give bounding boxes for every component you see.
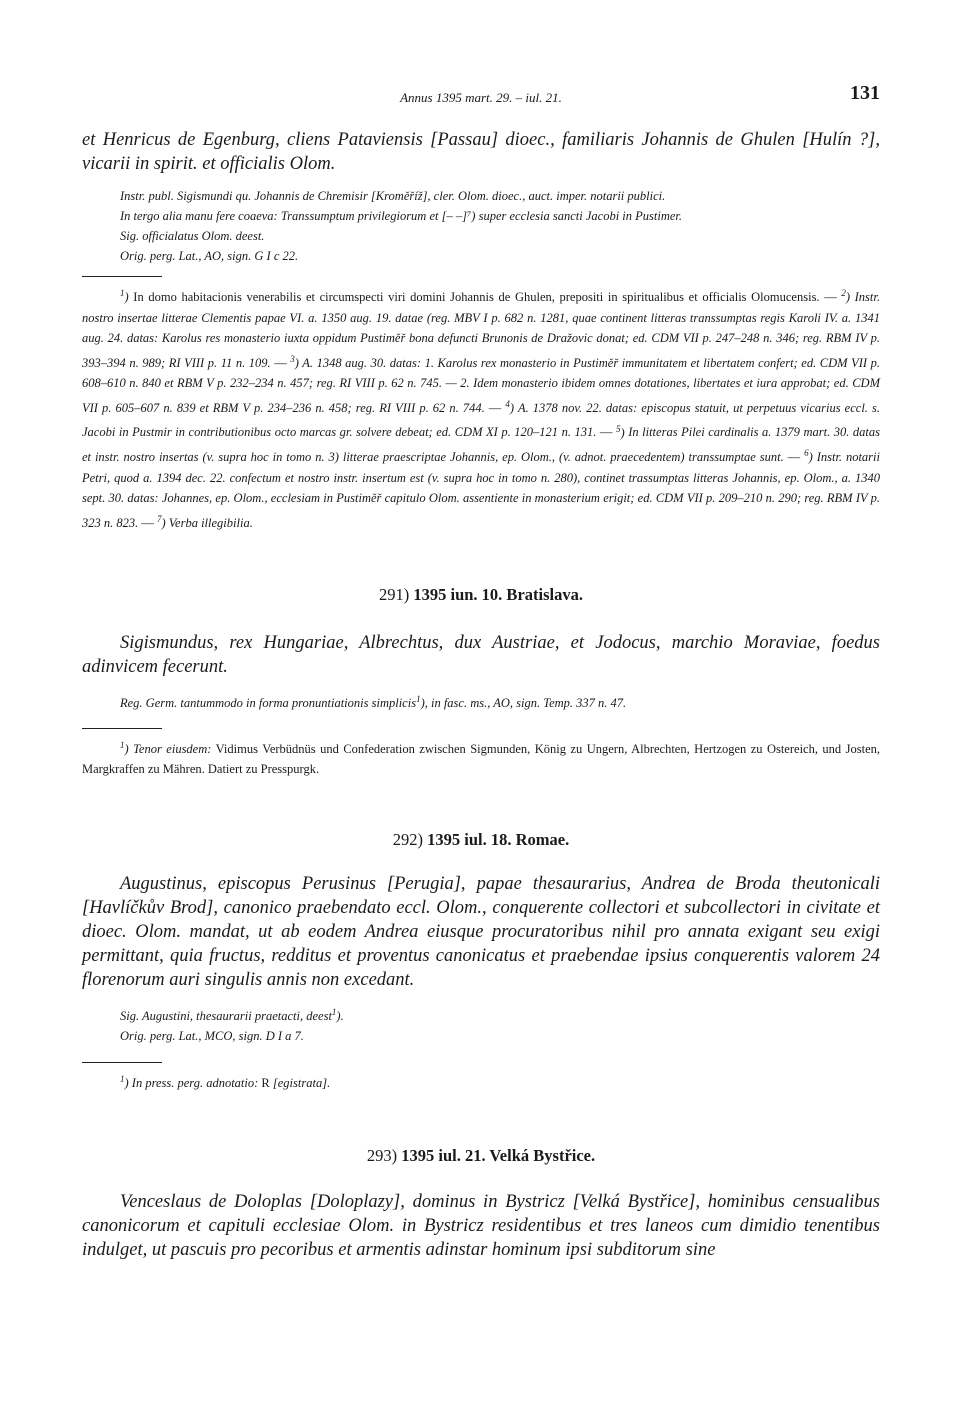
entry-291-note: Reg. Germ. tantummodo in forma pronuntiationis simplicis$^1$), in fasc. ms., AO, sign. Temp. 337 n. 47.: [120, 694, 627, 711]
footnote-2: Instr. nostro insertae litterae Clementis papae VI. a. 1350 aug. 19. datae (reg. MBV I p. 682 n. 1281, quae continent litteras transsumptas regis Karoli IV. a. 1341 aug. 24. datas: Karolus res monasterio iuxta oppidum Pustiměř bona defuncti Brunonis de Dražovic donat; ed. CDM VII p. 247–248 n. 346; reg. RBM IV p. 393–394 n. 989; RI VIII p. 11 n. 109.: [82, 290, 880, 370]
entry-291-regest: Sigismundus, rex Hungariae, Albrechtus, dux Austriae, et Jodocus, marchio Moraviae, foedus adinvicem fecerunt.: [82, 633, 880, 678]
entry-292-note-1: Sig. Augustini, thesaurarii praetacti, deest$^1$).: [120, 1006, 344, 1023]
entry-292-note-2: Orig. perg. Lat., MCO, sign. D I a 7.: [120, 1028, 304, 1043]
entry-291-heading: [82, 585, 880, 605]
entry-292-heading: [82, 830, 880, 850]
entry-292-number: 292): [392, 829, 424, 849]
footnote-rule: [82, 728, 162, 729]
prev-entry-note-1: Instr. publ. Sigismundi qu. Johannis de Chremisir [Kroměříž], cler. Olom. dioec., auct. imper. notarii publici.: [120, 189, 666, 203]
entry-291-number: 291): [379, 585, 410, 605]
running-head-title: Annus 1395 mart. 29. – iul. 21.: [400, 90, 562, 105]
prev-entry-note-3: Sig. officialatus Olom. deest.: [120, 229, 265, 243]
prev-entry-footnotes: $^1$) In domo habitacionis venerabilis et circumspecti viri domini Johannis de Ghulen, prepositi in spiritualibus et officialis Olomucensis. — $^2$) Instr. nostro insertae litterae Clementis papae VI. a. 1350 aug. 19. datae (reg. MBV I p. 682 n. 1281, quae continent litteras transsumptas regis Karoli IV. a. 1341 aug. 24. datas: Karolus res monasterio iuxta oppidum Pustiměř bona defuncti Brunonis de Dražovic donat; ed. CDM VII p. 247–248 n. 346; reg. RBM IV p. 393–394 n. 989; RI VIII p. 11 n. 109. — $^3$) A. 1348 aug. 30. datas: 1. Karolus rex monasterio in Pustiměř immunitatem et libertatem confert; ed. CDM VII p. 608–610 n. 840 et RBM V p. 232–234 n. 457; reg. RI VIII p. 62 n. 745. — 2. Idem monasterio ibidem omnes dotationes, libertates et iura approbat; ed. CDM VII p. 605–607 n. 839 et RBM V p. 234–236 n. 458; reg. RI VIII p. 62 n. 744. — $^4$) A. 1378 nov. 22. datas: episcopus statuit, ut perpetuus vicarius eccl. s. Jacobi in Pustmir in contributionibus octo marcas gr. solvere debeat; ed. CDM XI p. 120–121 n. 131. — $^5$) In litteras Pilei cardinalis a. 1379 mart. 30. datas et instr. nostro insertas (v. supra hoc in tomo n. 3) litterae praescriptae Johannis, ep. Olom., (v. adnot. praecedentem) transsumptae sunt. — $^6$) Instr. notarii Petri, quod a. 1394 dec. 22. confectum et nostro instr. insertum est (v. supra hoc in tomo n. 280), continet trassumptas litteras Johannis, ep. Olom., a. 1340 sept. 30. datas: Johannes, ep. Olom., ecclesiam in Pustiměř capitulo Olom. assentiente in monasterium erigit; ed. CDM VII p. 209–210 n. 290; reg. RBM IV p. 323 n. 823. — $^7$) Verba illegibilia.: [82, 288, 881, 530]
entry-293-heading: [82, 1146, 880, 1166]
entry-293-number: 293): [366, 1145, 398, 1165]
entry-293-regest: Venceslaus de Doloplas [Doloplazy], dominus in Bystricz [Velká Bystřice], hominibus censualibus canonicorum et capituli ecclesiae Olom. in Bystricz residentibus et tres laneos cum dimidio tenentibus indulget, ut pascuis pro pecoribus et armentis adinstar hominum ipsi subditorum sine: [82, 1191, 880, 1260]
entry-292-date: 1395 iul. 18. Romae.: [427, 829, 570, 849]
entry-291-date: 1395 iun. 10. Bratislava.: [413, 585, 583, 605]
footnote-4: A. 1378 nov. 22. datas: episcopus statuit, ut perpetuus vicarius eccl. s. Jacobi in Pustmir in contributionibus octo marcas gr. solvere debeat; ed. CDM XI p. 120–121 n. 131.: [82, 400, 881, 440]
footnote-rule: [82, 1062, 162, 1063]
entry-293-date: 1395 iul. 21. Velká Bystřice.: [401, 1145, 596, 1165]
footnote-1: In domo habitacionis venerabilis et circumspecti viri domini Johannis de Ghulen, prepositi in spiritualibus et officialis Olomucensis.: [133, 290, 820, 305]
entry-292-regest: Augustinus, episcopus Perusinus [Perugia], papae thesaurarius, Andrea de Broda theutonicali [Havlíčkův Brod], canonico praebendato eccl. Olom., conquerente collectori et subcollectori in civitate et dioec. Olom. mandat, ut ab eodem Andrea eiusque procuratoribus nihil pro annata exigant seu exigi permittant, quia fructus, redditus et proventus canonicatus et praebendae ipsius conquerentis valorem 24 florenorum auri singulis annis non excedant.: [82, 873, 880, 990]
running-head: [82, 82, 880, 112]
entry-292-notes: [82, 1002, 880, 1046]
prev-entry-note-4: Orig. perg. Lat., AO, sign. G I c 22.: [120, 249, 299, 263]
footnote-7: Verba illegibilia.: [168, 515, 253, 530]
prev-entry-note-2: In tergo alia manu fere coaeva: Transsumptum privilegiorum et [– –]⁷) super ecclesia sancti Jacobi in Pustimer.: [120, 209, 683, 223]
footnote-3: A. 1348 aug. 30. datas: 1. Karolus rex monasterio in Pustiměř immunitatem et libertatem confert; ed. CDM VII p. 608–610 n. 840 et RBM V p. 232–234 n. 457; reg. RI VIII p. 62 n. 745. — 2. Idem monasterio ibidem omnes dotationes, libertates et iura approbat; ed. CDM VII p. 605–607 n. 839 et RBM V p. 234–236 n. 458; reg. RI VIII p. 62 n. 744.: [82, 355, 880, 415]
entry-292-footnote: $^1$) In press. perg. adnotatio: R [egistrata].: [120, 1073, 331, 1091]
prev-entry-notes: [82, 186, 880, 266]
entry-291-footnote: $^1$) Tenor eiusdem: Vidimus Verbüdnüs und Confederation zwischen Sigmunden, König zu Ungern, Albrechten, Hertzogen zu Ostereich, und Josten, Margkraffen zu Mähren. Datiert zu Presspurgk.: [82, 739, 880, 777]
footnote-rule: [82, 276, 162, 277]
page-number: 131: [850, 82, 880, 104]
prev-entry-regest: et Henricus de Egenburg, cliens Pataviensis [Passau] dioec., familiaris Johannis de Ghulen [Hulín ?], vicarii in spirit. et officialis Olom.: [82, 130, 880, 174]
footnote-6: Instr. notarii Petri, quod a. 1394 dec. 22. confectum et nostro instr. insertum est (v. supra hoc in tomo n. 280), continet trassumptas litteras Johannis, ep. Olom., a. 1340 sept. 30. datas: Johannes, ep. Olom., ecclesiam in Pustiměř capitulo Olom. assentiente in monasterium erigit; ed. CDM VII p. 209–210 n. 290; reg. RBM IV p. 323 n. 823.: [82, 450, 880, 530]
footnote-5: In litteras Pilei cardinalis a. 1379 mart. 30. datas et instr. nostro insertas (v. supra hoc in tomo n. 3) litterae praescriptae Johannis, ep. Olom., (v. adnot. praecedentem) transsumptae sunt.: [82, 425, 881, 465]
